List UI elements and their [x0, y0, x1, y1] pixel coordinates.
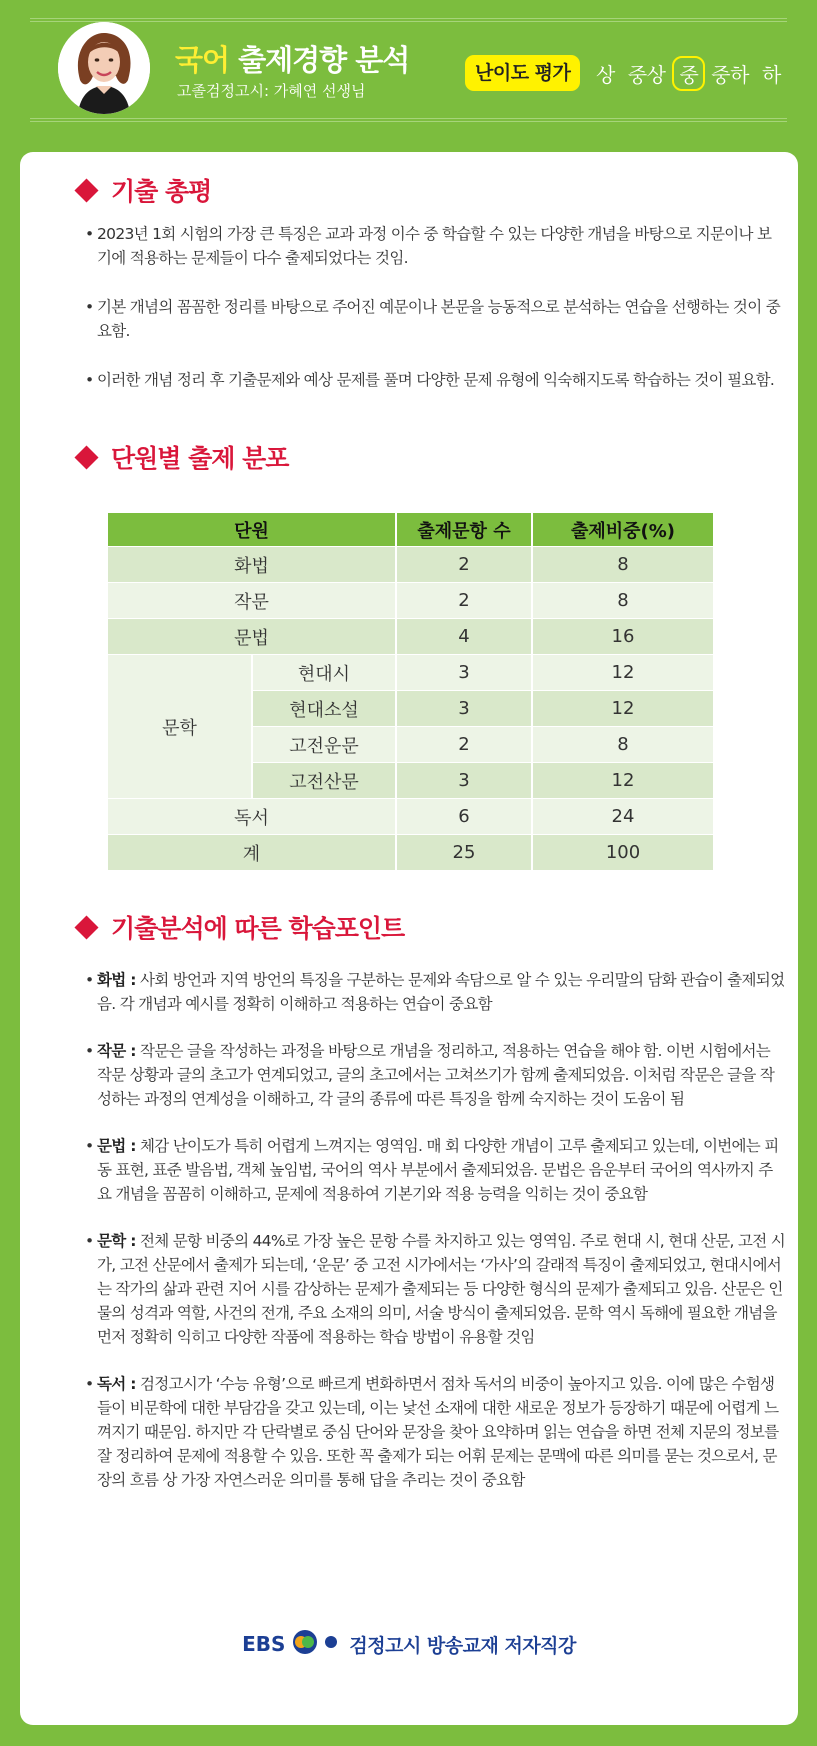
table-cell: 3 — [397, 655, 533, 691]
header-divider — [30, 121, 787, 122]
bullet-dot-icon: • — [85, 371, 94, 389]
table-cell: 24 — [533, 799, 713, 835]
bullet-dot-icon: • — [85, 1137, 94, 1155]
table-cell: 25 — [397, 835, 533, 871]
table-cell: 문법 — [108, 619, 397, 655]
table-cell: 3 — [397, 691, 533, 727]
table-row-total — [108, 835, 713, 871]
level-mid-low: 중하 — [711, 62, 749, 87]
table-header: 출제문항 수 — [397, 513, 533, 547]
bullet-dot-icon: • — [85, 225, 94, 243]
table-row — [108, 619, 713, 655]
title-accent: 국어 — [175, 43, 230, 77]
difficulty-badge: 난이도 평가 — [465, 55, 580, 91]
table-cell: 100 — [533, 835, 713, 871]
points-bullets — [85, 968, 785, 1492]
teacher-avatar — [58, 22, 150, 114]
footer — [20, 1629, 798, 1659]
header-divider — [30, 21, 787, 22]
table-header: 출제비중(%) — [533, 513, 713, 547]
distribution-table — [108, 513, 713, 871]
subtitle: 고졸검정고시: 가혜연 선생님 — [177, 82, 366, 100]
bullet-dot-icon: • — [85, 298, 94, 316]
table-cell: 2 — [397, 727, 533, 763]
list-item: • 2023년 1회 시험의 가장 큰 특징은 교과 과정 이수 중 학습할 수 있는 다양한 개념을 바탕으로 지문이나 보기에 적용하는 문제들이 다수 출제되었다는 것임. — [85, 222, 785, 270]
list-item: • 이러한 개념 정리 후 기출문제와 예상 문제를 풀며 다양한 문제 유형에 익숙해지도록 학습하는 것이 필요함. — [85, 368, 785, 392]
table-cell: 12 — [533, 655, 713, 691]
ebs-logo-icon — [291, 1629, 341, 1659]
header-divider — [30, 18, 787, 19]
table-cell: 4 — [397, 619, 533, 655]
table-cell-merged: 문학 — [108, 655, 253, 799]
list-item: • 독서 : 검정고시가 ‘수능 유형’으로 빠르게 변화하면서 점차 독서의 비중이 높아지고 있음. 이에 많은 수험생들이 비문학에 대한 부담감을 갖고 있는데, 이는 낯선 소재에 대한 새로운 정보가 등장하기 때문에 어렵게 느껴지기 때문임. 하지만 각 단락별로 중심 단어와 문장을 찾아 요약하며 읽는 연습을 하면 전체 지문의 정보를 잘 정리하여 문제에 적용할 수 있음. 또한 꼭 출제가 되는 어휘 문제는 문맥에 따른 의미를 묻는 것으로서, 문장의 흐름 상 가장 자연스러운 의미를 통해 답을 추리는 것이 중요함 — [85, 1372, 785, 1492]
list-item: • 기본 개념의 꼼꼼한 정리를 바탕으로 주어진 예문이나 본문을 능동적으로 분석하는 연습을 선행하는 것이 중요함. — [85, 295, 785, 343]
table-cell: 2 — [397, 583, 533, 619]
table-cell: 현대소설 — [253, 691, 397, 727]
bullet-dot-icon: • — [85, 1375, 94, 1393]
table-cell: 12 — [533, 763, 713, 799]
diamond-icon — [74, 915, 98, 939]
table-cell: 화법 — [108, 547, 397, 583]
list-item: • 작문 : 작문은 글을 작성하는 과정을 바탕으로 개념을 정리하고, 적용하는 연습을 해야 함. 이번 시험에서는 작문 상황과 글의 초고가 연계되었고, 글의 초고에서는 고쳐쓰기가 함께 출제되었음. 이처럼 작문은 글을 작성하는 과정의 연계성을 이해하고, 각 글의 종류에 따른 특징을 함께 숙지하는 것이 도움이 됨 — [85, 1039, 785, 1111]
diamond-icon — [74, 178, 98, 202]
level-low: 하 — [761, 62, 781, 87]
table-cell: 고전운문 — [253, 727, 397, 763]
table-cell: 현대시 — [253, 655, 397, 691]
table-cell: 8 — [533, 727, 713, 763]
table-cell: 6 — [397, 799, 533, 835]
table-cell: 계 — [108, 835, 397, 871]
level-high: 상 — [596, 62, 615, 87]
table-cell: 작문 — [108, 583, 397, 619]
table-cell: 고전산문 — [253, 763, 397, 799]
bullet-dot-icon: • — [85, 971, 94, 989]
section-title-text: 단원별 출제 분포 — [111, 444, 289, 473]
table-cell: 8 — [533, 547, 713, 583]
level-mid-selected: 중 — [672, 56, 705, 91]
section-title-overview — [76, 172, 211, 208]
table-cell: 3 — [397, 763, 533, 799]
list-item: • 화법 : 사회 방언과 지역 방언의 특징을 구분하는 문제와 속담으로 알 수 있는 우리말의 담화 관습이 출제되었음. 각 개념과 예시를 정확히 이해하고 적용하는 연습이 중요함 — [85, 968, 785, 1016]
table-row — [108, 547, 713, 583]
difficulty-levels — [596, 55, 794, 91]
level-mid-high: 중상 — [627, 62, 666, 87]
overview-bullets — [85, 222, 785, 392]
title-rest: 출제경향 분석 — [229, 43, 410, 77]
table-row — [108, 655, 713, 691]
section-title-text: 기출 총평 — [111, 177, 212, 206]
header-divider — [30, 118, 787, 119]
table-header-row — [108, 513, 713, 547]
table-cell: 12 — [533, 691, 713, 727]
page-title — [175, 38, 409, 79]
header — [0, 0, 817, 152]
list-item: • 문법 : 체감 난이도가 특히 어렵게 느껴지는 영역임. 매 회 다양한 개념이 고루 출제되고 있는데, 이번에는 피동 표현, 표준 발음법, 객체 높임법, 국어의 역사 부분에서 출제되었음. 문법은 음운부터 국어의 역사까지 주요 개념을 꼼꼼히 이해하고, 문제에 적용하여 기본기와 적용 능력을 익히는 것이 중요함 — [85, 1134, 785, 1206]
table-row — [108, 583, 713, 619]
ebs-logo-text: EBS — [242, 1632, 286, 1656]
table-cell: 16 — [533, 619, 713, 655]
list-item: • 문학 : 전체 문항 비중의 44%로 가장 높은 문항 수를 차지하고 있는 영역임. 주로 현대 시, 현대 산문, 고전 시가, 고전 산문에서 출제가 되는데, ‘운문’ 중 고전 시가에서는 ‘가사’의 갈래적 특징이 출제되었고, 현대시에서는 작가의 삶과 관련 지어 시를 감상하는 문제가 출제되는 등 다양한 형식의 문제가 출제되고 있음. 산문은 인물의 성격과 역할, 사건의 전개, 주요 소재의 의미, 서술 방식이 출제되었음. 문학 역시 독해에 필요한 개념을 먼저 정확히 익히고 다양한 작품에 적용하는 학습 방법이 유용할 것임 — [85, 1229, 785, 1349]
footer-text: 검정고시 방송교재 저자직강 — [349, 1634, 576, 1657]
section-title-distribution — [76, 439, 288, 475]
table-row — [108, 799, 713, 835]
bullet-dot-icon: • — [85, 1042, 94, 1060]
content-card — [20, 152, 798, 1725]
diamond-icon — [74, 445, 98, 469]
section-title-points — [76, 909, 404, 945]
table-cell: 8 — [533, 583, 713, 619]
table-header: 단원 — [108, 513, 397, 547]
section-title-text: 기출분석에 따른 학습포인트 — [111, 914, 405, 943]
table-cell: 2 — [397, 547, 533, 583]
table-cell: 독서 — [108, 799, 397, 835]
bullet-dot-icon: • — [85, 1232, 94, 1250]
